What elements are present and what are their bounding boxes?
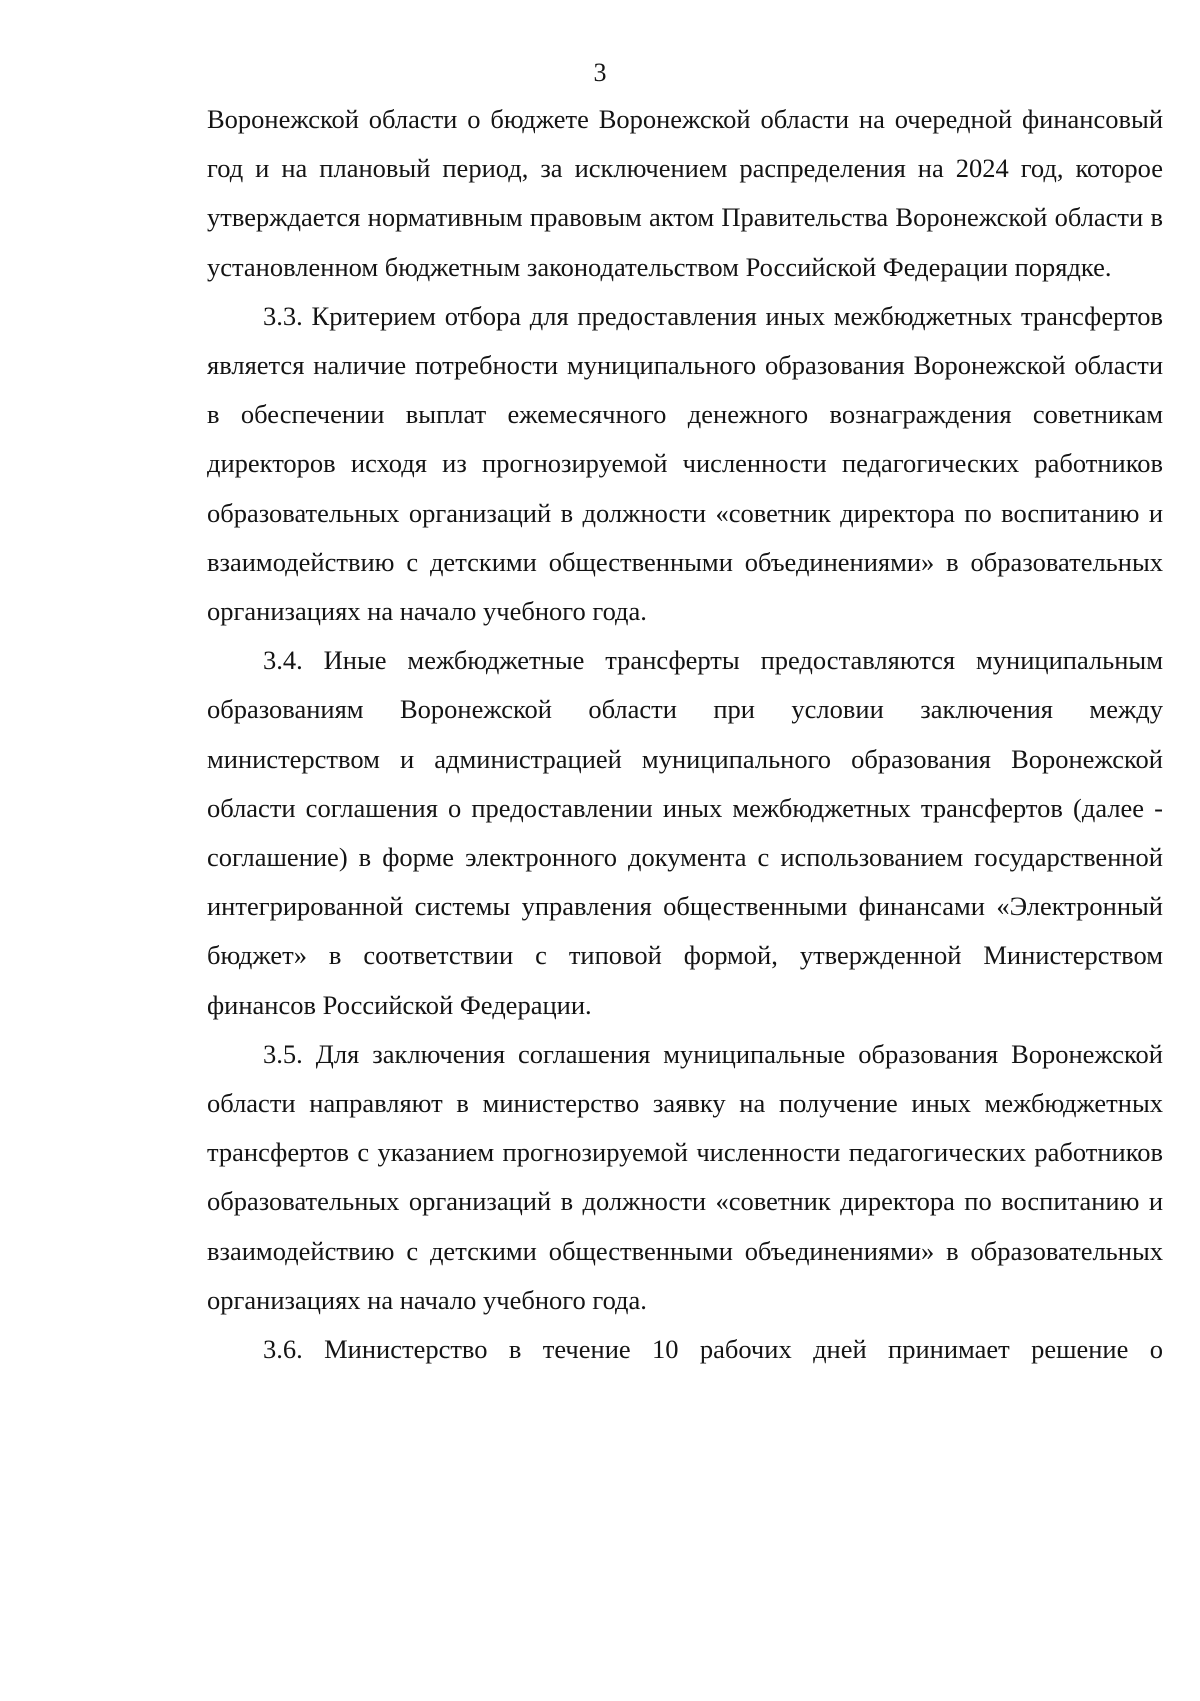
paragraph-3-4: 3.4. Иные межбюджетные трансферты предоставляются муниципальным образованиям Воронежской области при условии заключения между министерством и администрацией муниципального образования Воронежской области соглашения о предоставлении иных межбюджетных трансфертов (далее - соглашение) в форме электронного документа с использованием государственной интегрированной системы управления общественными финансами «Электронный бюджет» в соответствии с типовой формой, утвержденной Министерством финансов Российской Федерации. [207, 645, 1163, 1020]
paragraph-continuation: Воронежской области о бюджете Воронежской области на очередной финансовый год и на плановый период, за исключением распределения на 2024 год, которое утверждается нормативным правовым актом Правительства Воронежской области в установленном бюджетным законодательством Российской Федерации порядке. [207, 104, 1163, 282]
paragraph-3-6: 3.6. Министерство в течение 10 рабочих дней принимает решение о [263, 1334, 1163, 1365]
paragraph-3-3: 3.3. Критерием отбора для предоставления иных межбюджетных трансфертов является наличие потребности муниципального образования Воронежской области в обеспечении выплат ежемесячного денежного вознаграждения советникам директоров исходя из прогнозируемой численности педагогических работников образовательных организаций в должности «советник директора по воспитанию и взаимодействию с детскими общественными объединениями» в образовательных организациях на начало учебного года. [207, 300, 1163, 627]
paragraph-3-5: 3.5. Для заключения соглашения муниципальные образования Воронежской области направляют в министерство заявку на получение иных межбюджетных трансфертов с указанием прогнозируемой численности педагогических работников образовательных организаций в должности «советник директора по воспитанию и взаимодействию с детскими общественными объединениями» в образовательных организациях на начало учебного года. [207, 1038, 1163, 1315]
page-number: 3 [593, 58, 607, 87]
document-body [207, 95, 1163, 1374]
